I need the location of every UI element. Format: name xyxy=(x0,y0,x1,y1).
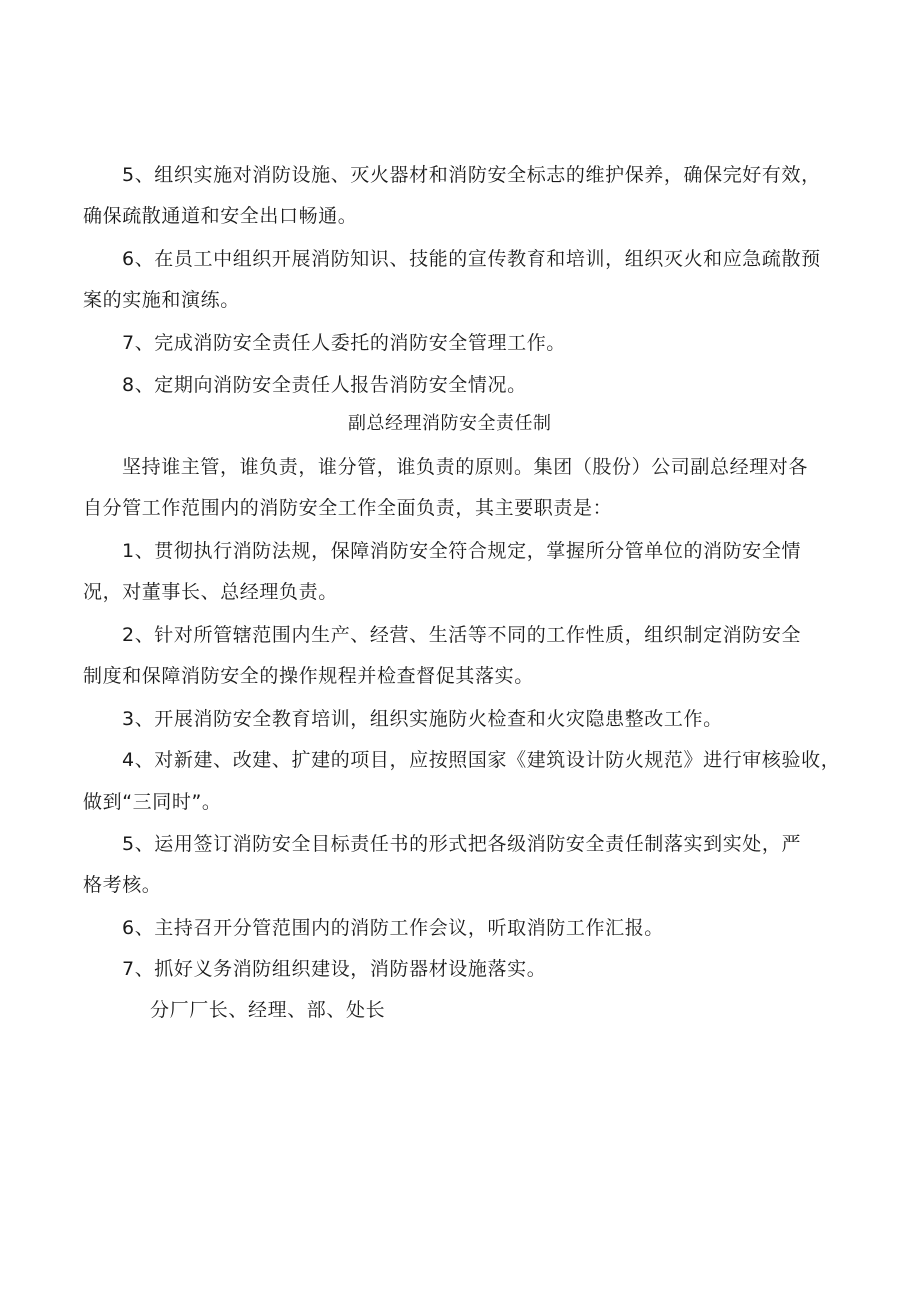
paragraph-line: 况，对董事长、总经理负责。 xyxy=(83,581,338,603)
paragraph-line: 做到“三同时”。 xyxy=(83,791,222,813)
paragraph-line: 确保疏散通道和安全出口畅通。 xyxy=(83,205,358,227)
paragraph-line: 1、贯彻执行消防法规，保障消防安全符合规定，掌握所分管单位的消防安全情 xyxy=(122,540,802,562)
paragraph-line: 制度和保障消防安全的操作规程并检查督促其落实。 xyxy=(83,665,534,687)
paragraph-line: 分厂厂长、经理、部、处长 xyxy=(150,999,386,1021)
paragraph-line: 7、完成消防安全责任人委托的消防安全管理工作。 xyxy=(122,332,566,354)
paragraph-line: 3、开展消防安全教育培训，组织实施防火检查和火灾隐患整改工作。 xyxy=(122,708,723,730)
paragraph-line: 坚持谁主管，谁负责，谁分管，谁负责的原则。集团（股份）公司副总经理对各 xyxy=(122,456,809,478)
paragraph-line: 案的实施和演练。 xyxy=(83,289,240,311)
paragraph-line: 5、组织实施对消防设施、灭火器材和消防安全标志的维护保养，确保完好有效， xyxy=(122,164,821,186)
section-title: 副总经理消防安全责任制 xyxy=(348,413,552,434)
paragraph-line: 4、对新建、改建、扩建的项目，应按照国家《建筑设计防火规范》进行审核验收， xyxy=(122,749,841,771)
paragraph-line: 格考核。 xyxy=(83,874,162,896)
paragraph-line: 7、抓好义务消防组织建设，消防器材设施落实。 xyxy=(122,958,547,980)
paragraph-line: 自分管工作范围内的消防安全工作全面负责，其主要职责是： xyxy=(83,497,613,519)
paragraph-line: 6、主持召开分管范围内的消防工作会议，听取消防工作汇报。 xyxy=(122,917,664,939)
paragraph-line: 5、运用签订消防安全目标责任书的形式把各级消防安全责任制落实到实处，严 xyxy=(122,833,802,855)
paragraph-line: 2、针对所管辖范围内生产、经营、生活等不同的工作性质，组织制定消防安全 xyxy=(122,624,802,646)
paragraph-line: 6、在员工中组织开展消防知识、技能的宣传教育和培训，组织灭火和应急疏散预 xyxy=(122,248,821,270)
paragraph-line: 8、定期向消防安全责任人报告消防安全情况。 xyxy=(122,374,527,396)
